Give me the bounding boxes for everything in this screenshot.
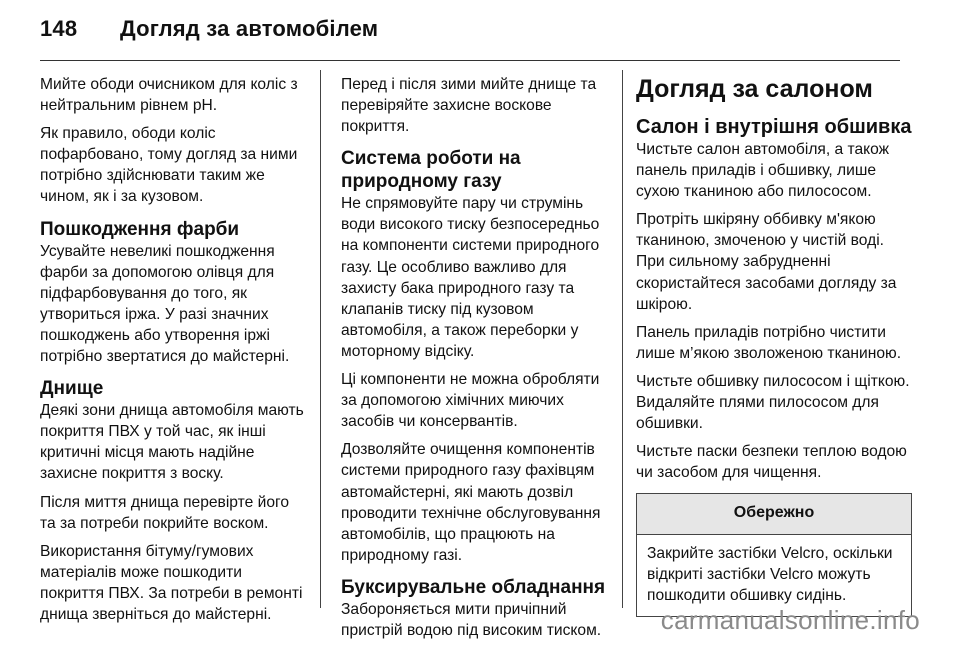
paragraph: Чистьте обшивку пилососом і щіткою. Видаляйте плями пилососом для обшивки. [636,372,910,433]
paragraph: Як правило, ободи коліс пофарбовано, тому догляд за ними потрібно здійснювати таким же чином, як і за кузовом. [40,125,298,206]
page-header [40,16,378,42]
paragraph: Мийте ободи очисником для коліс з нейтральним рівнем рН. [40,76,298,115]
paragraph: Усувайте невеликі пошкодження фарби за допомогою олівця для підфарбовування до того, як утвориться іржа. У разі значних пошкоджень або утворення іржі потрібно звертатися до майстерні. [40,242,290,366]
column-1 [40,74,308,632]
paragraph: Ці компоненти не можна обробляти за допомогою хімічних миючих засобів чи консервантів. [341,371,600,431]
paragraph: Не спрямовуйте пару чи струмінь води високого тиску безпосередньо на компоненти системи природного газу. Це особливо важливо для захисту бака природного газу та клапанів тиску під кузовом автомобіля, а також переборки у моторному відсіку. [341,195,600,360]
heading-interior-trim: Салон і внутрішня обшивка [636,116,912,138]
caution-title: Обережно [637,494,911,534]
paragraph: Дозволяйте очищення компонентів системи природного газу фахівцям автомайстерні, які мають дозвіл проводити технічне обслуговування автомобілів, що працюють на природному газі. [341,441,601,564]
column-3 [636,74,912,617]
caution-text: Закрийте застібки Velcro, оскільки відкриті застібки Velcro можуть пошкодити обшивку сидінь. [647,544,893,604]
heading-natural-gas: Система роботи на природному газу [341,148,521,193]
paragraph: Забороняється мити причіпний пристрій водою під високим тиском. [341,600,602,639]
paragraph: Після миття днища перевірте його та за потреби покрийте воском. [40,493,290,532]
watermark: carmanualsonline.info [660,605,920,635]
header-rule [40,60,900,61]
heading-towing-equipment: Буксирувальне обладнання [341,576,606,598]
column-2 [341,74,611,648]
column-divider [622,70,623,608]
column-divider [320,70,321,608]
paragraph: Панель приладів потрібно чистити лише м’якою зволоженою тканиною. [636,323,902,362]
page-number: 148 [40,16,78,41]
section-title-interior-care: Догляд за салоном [636,75,873,103]
paragraph: Чистьте салон автомобіля, а також панель приладів і обшивку, лише сухою тканиною або пилососом. [636,141,890,201]
paragraph: Перед і після зими мийте днище та перевіряйте захисне воскове покриття. [341,76,597,136]
heading-paint-damage: Пошкодження фарби [40,218,240,240]
paragraph: Використання бітуму/гумових матеріалів може пошкодити покриття ПВХ. За потреби в ремонті днища зверніться до майстерні. [40,542,303,623]
paragraph: Протріть шкіряну оббивку м'якою тканиною, змоченою у чистій воді. При сильному забрудненні скористайтеся засобами догляду за шкірою. [636,211,897,313]
paragraph: Деякі зони днища автомобіля мають покриття ПВХ у той час, як інші критичні місця мають надійне захисне покриття з воску. [40,402,304,483]
paragraph: Чистьте паски безпеки теплою водою чи засобом для чищення. [636,443,907,482]
chapter-title: Догляд за автомобілем [120,16,379,41]
caution-box [636,493,912,616]
heading-underbody: Днище [40,378,104,400]
